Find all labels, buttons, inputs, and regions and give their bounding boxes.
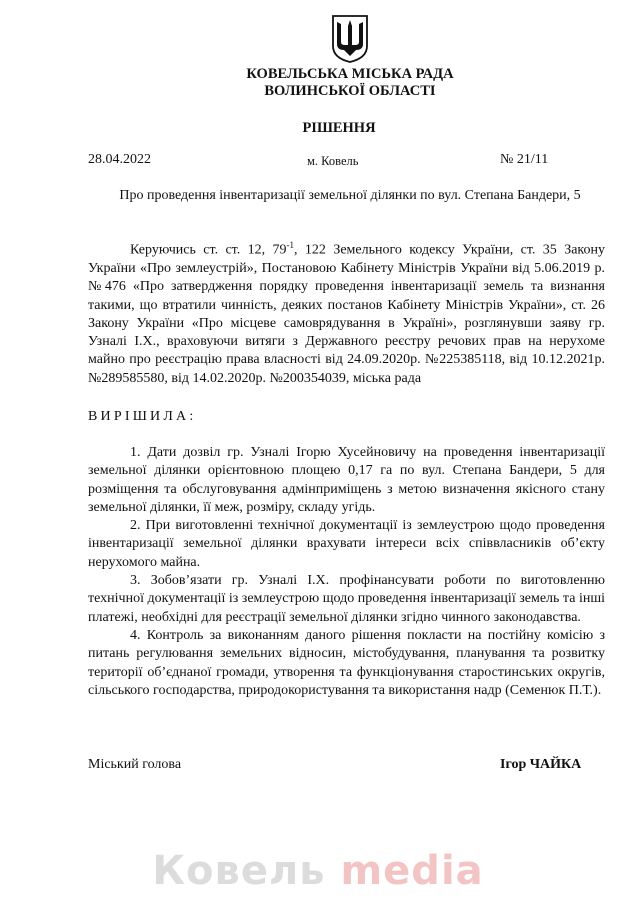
document-title: РІШЕННЯ <box>302 120 376 136</box>
preamble-text-start: Керуючись ст. ст. 12, 79 <box>130 242 287 258</box>
watermark-part1: Ковель <box>152 848 326 894</box>
watermark <box>0 848 636 894</box>
document-number: № 21/11 <box>500 152 549 167</box>
resolution-item-2: 2. При виготовленні технічної документації із землеустрою щодо проведення інвентаризації земельної ділянки врахувати інтереси всіх співвласників об’єкту нерухомого майна. <box>88 518 605 570</box>
document-subject: Про проведення інвентаризації земельної ділянки по вул. Степана Бандери, 5 <box>119 188 581 203</box>
preamble-text-rest: , 122 Земельного кодексу України, ст. 35 Закону України «Про землеустрій», Постановою Кабінету Міністрів України від 5.06.2019 р. №476 «Про затвердження порядку проведення інвентаризації земель та визнання такими, що втратили чинність, деяких постанов Кабінету Міністрів України», ст. 26 Закону України «Про місцеве самоврядування в Україні», розглянувши заяву гр. Узналі І.Х., враховуючи витяги з Державного реєстру речових прав на нерухоме майно про реєстрацію права власності від 24.09.2020р. №225385118, від 10.12.2021р. №289585580, від 14.02.2020р. №200354039, міська рада <box>88 242 606 386</box>
preamble-paragraph <box>88 236 605 388</box>
watermark-part2: media <box>340 848 484 894</box>
trident-coat-of-arms-icon <box>331 14 369 64</box>
oblast-name: ВОЛИНСЬКОЇ ОБЛАСТІ <box>264 83 436 99</box>
resolution-item-1: 1. Дати дозвіл гр. Узналі Ігорю Хусейновичу на проведення інвентаризації земельної ділянки орієнтовною площею 0,17 га по вул. Степана Бандери, 5 для розміщення та обслуговування адмінприміщень з метою визначення якісного стану земельної ділянки, її меж, розміру, складу угідь. <box>88 445 605 515</box>
resolution-item-4: 4. Контроль за виконанням даного рішення покласти на постійну комісію з питань регулювання земельних відносин, містобудування, планування та розвитку території об’єднаної громади, утворення та функціонування старостинських округів, сільського господарства, природокористування та використання надр (Семенюк П.Т.). <box>88 627 605 698</box>
council-name: КОВЕЛЬСЬКА МІСЬКА РАДА <box>246 66 454 82</box>
preamble <box>88 236 605 388</box>
resolved-heading: ВИРІШИЛА: <box>88 409 197 424</box>
document-date: 28.04.2022 <box>88 152 151 167</box>
signatory-role: Міський голова <box>88 757 182 772</box>
signatory-name: Ігор ЧАЙКА <box>500 757 582 772</box>
preamble-superscript: -1 <box>286 240 295 250</box>
resolution-item-3: 3. Зобов’язати гр. Узналі І.Х. профінансувати роботи по виготовленню технічної документації із землеустрою щодо проведення інвентаризації земель та інші платежі, необхідні для реєстрації земельної ділянки згідно чинного законодавства. <box>88 573 605 625</box>
document-city: м. Ковель <box>307 154 359 168</box>
resolution-items <box>88 444 605 700</box>
